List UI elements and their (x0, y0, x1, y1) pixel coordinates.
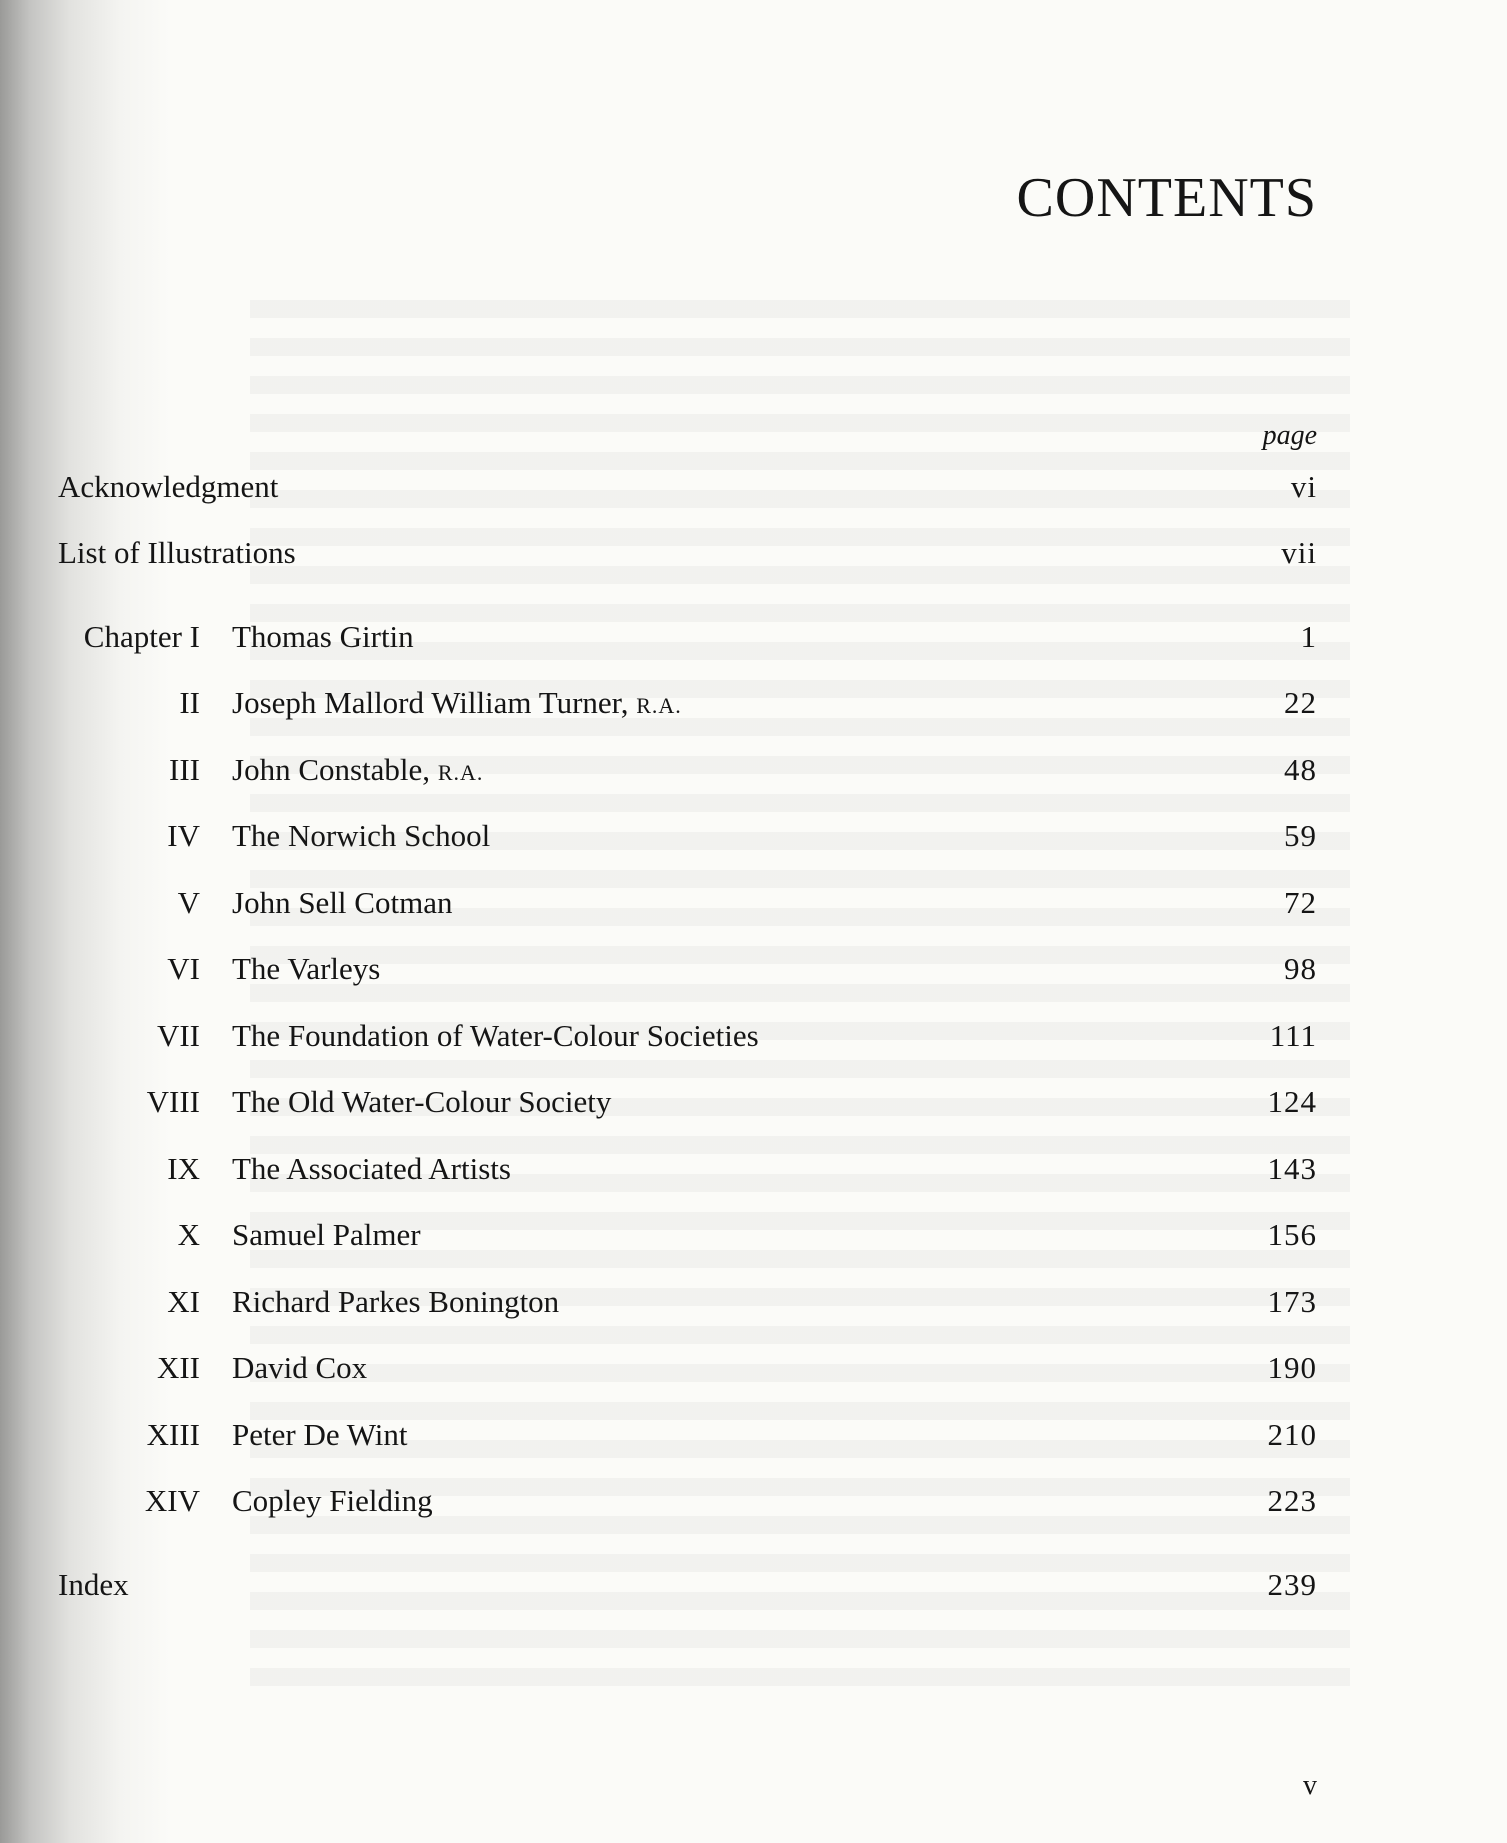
chapter-page: 59 (1284, 818, 1317, 853)
toc-entry-index (0, 1563, 1507, 1607)
chapter-page: 48 (1284, 752, 1317, 787)
chapter-title: The Varleys (232, 951, 381, 986)
toc-entry-label: Acknowledgment (58, 469, 279, 504)
toc-chapter-row (0, 1479, 1507, 1523)
chapter-title: Copley Fielding (232, 1483, 433, 1518)
chapter-title: John Sell Cotman (232, 885, 453, 920)
chapter-title-suffix: R.A. (437, 760, 484, 785)
toc-chapter-row (0, 1147, 1507, 1191)
chapter-number: IX (167, 1151, 200, 1186)
chapter-title: Joseph Mallord William Turner, R.A. (232, 685, 682, 720)
chapter-number: II (179, 685, 200, 720)
toc-chapter-row (0, 814, 1507, 858)
chapter-number: Chapter I (83, 619, 200, 654)
toc-chapter-row (0, 881, 1507, 925)
chapter-page: 143 (1267, 1151, 1317, 1186)
toc-chapter-row (0, 748, 1507, 792)
chapter-page: 156 (1267, 1217, 1317, 1252)
chapter-title: Thomas Girtin (232, 619, 414, 654)
toc-entry-acknowledgment (0, 465, 1507, 509)
chapter-number: VII (156, 1018, 200, 1053)
chapter-title: The Associated Artists (232, 1151, 511, 1186)
chapter-number: VI (167, 951, 200, 986)
chapter-number: XII (156, 1350, 200, 1385)
toc-chapter-row (0, 947, 1507, 991)
chapter-page: 223 (1267, 1483, 1317, 1518)
chapter-page: 1 (1300, 619, 1317, 654)
toc-chapter-row (0, 1014, 1507, 1058)
chapter-page: 173 (1267, 1284, 1317, 1319)
toc-entry-page: vi (1290, 469, 1317, 504)
chapter-number: V (177, 885, 200, 920)
chapter-number: XIII (146, 1417, 200, 1452)
chapter-title: Samuel Palmer (232, 1217, 421, 1252)
chapter-number: IV (167, 818, 200, 853)
chapter-title: The Foundation of Water-Colour Societies (232, 1018, 759, 1053)
chapter-number: III (169, 752, 200, 787)
chapter-number: VIII (146, 1084, 200, 1119)
toc-chapter-row (0, 1080, 1507, 1124)
page-number: v (1303, 1770, 1317, 1801)
chapter-title: Richard Parkes Bonington (232, 1284, 560, 1319)
toc-entry-list-of-illustrations (0, 531, 1507, 575)
toc-chapter-row (0, 1280, 1507, 1324)
chapter-title: Peter De Wint (232, 1417, 408, 1452)
chapter-page: 210 (1267, 1417, 1317, 1452)
chapter-number: X (177, 1217, 200, 1252)
toc-entry-page: 239 (1267, 1567, 1317, 1602)
chapter-page: 124 (1267, 1084, 1317, 1119)
chapter-page: 22 (1284, 685, 1317, 720)
chapter-page: 98 (1284, 951, 1317, 986)
chapter-page: 190 (1267, 1350, 1317, 1385)
toc-entry-label: List of Illustrations (58, 535, 296, 570)
toc-chapter-row (0, 681, 1507, 725)
toc-chapter-row (0, 1413, 1507, 1457)
page-column-label: page (1262, 420, 1317, 451)
page-title: CONTENTS (1016, 167, 1317, 229)
toc-chapter-row (0, 615, 1507, 659)
toc-chapter-row (0, 1346, 1507, 1390)
toc-entry-page: vii (1281, 535, 1317, 570)
chapter-title: The Norwich School (232, 818, 491, 853)
chapter-title: The Old Water-Colour Society (232, 1084, 612, 1119)
chapter-title-suffix: R.A. (636, 693, 682, 718)
chapter-title: John Constable, R.A. (232, 752, 484, 787)
toc-chapter-row (0, 1213, 1507, 1257)
toc-entry-label: Index (58, 1567, 129, 1602)
chapter-number: XI (167, 1284, 200, 1319)
chapter-page: 72 (1284, 885, 1317, 920)
chapter-number: XIV (144, 1483, 200, 1518)
chapter-title: David Cox (232, 1350, 368, 1385)
chapter-page: 111 (1269, 1018, 1317, 1053)
